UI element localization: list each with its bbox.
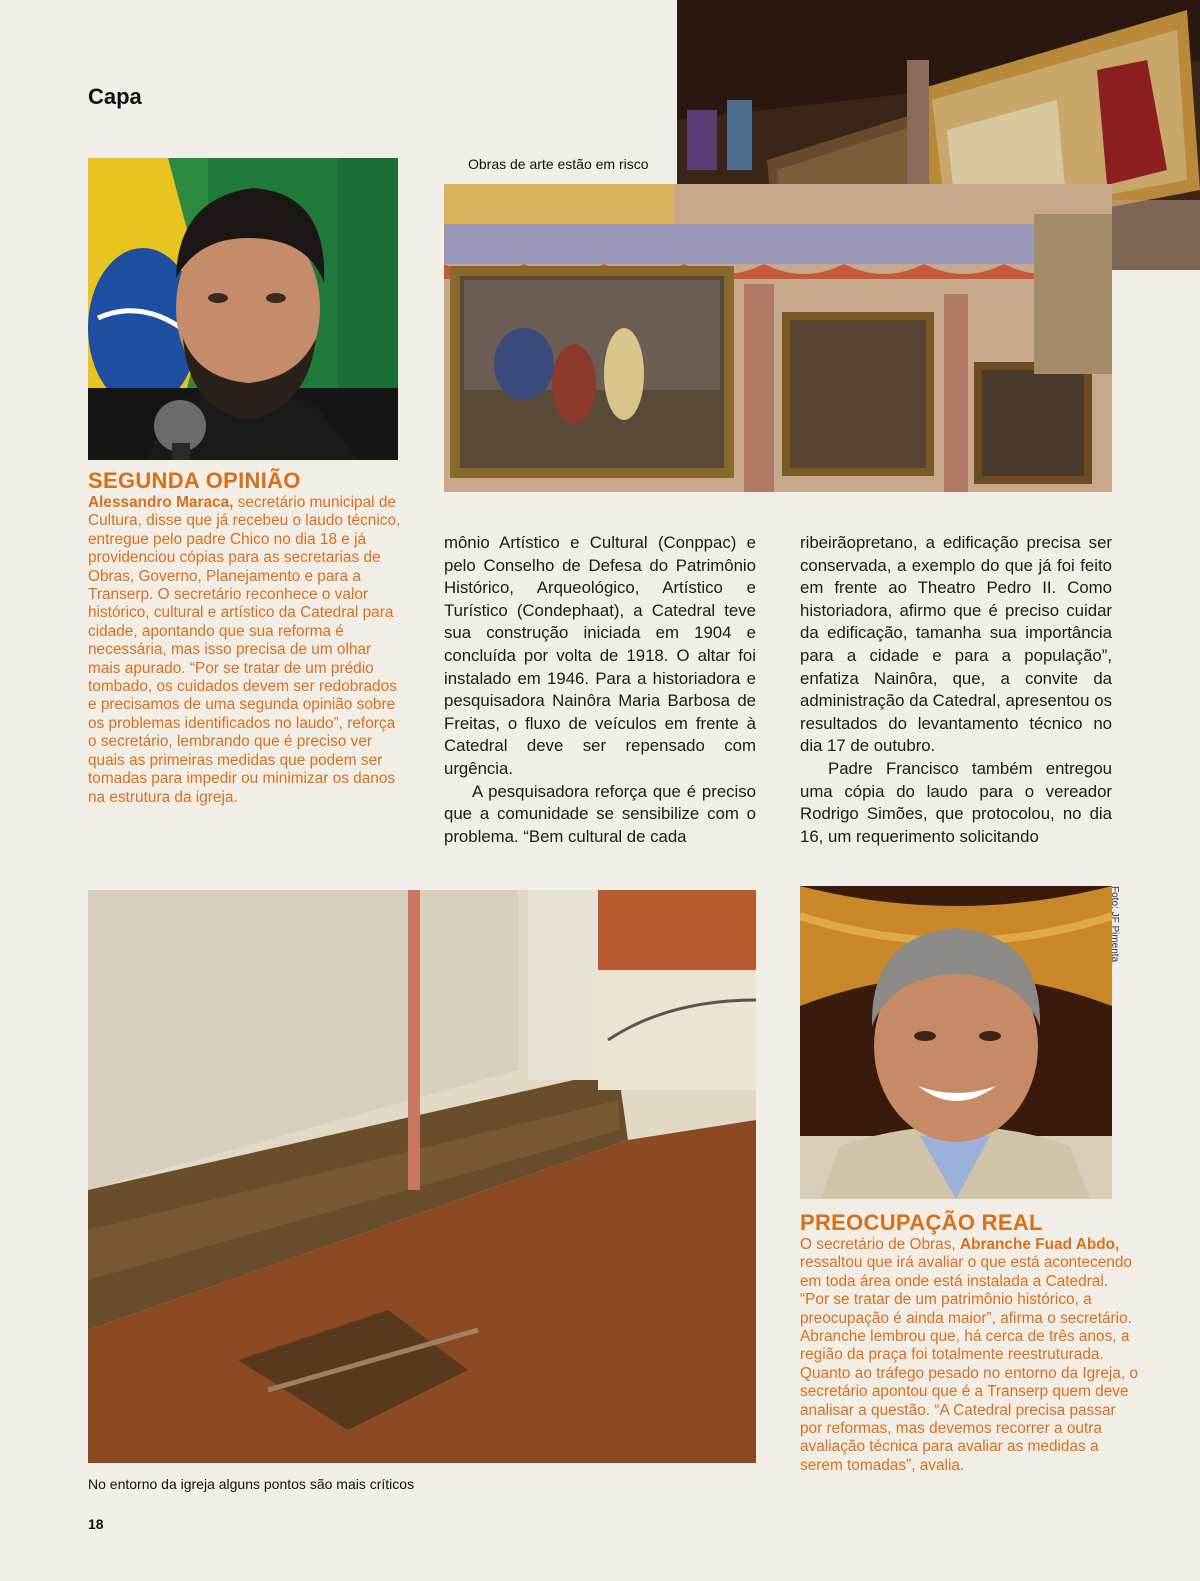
page-number: 18 [88, 1516, 104, 1532]
sidebar-body [88, 494, 406, 807]
article-paragraph: Padre Francisco também entregou uma cópia do laudo para o vereador Rodrigo Simões, que protocolou, no dia 16, um requerimento solicitando [800, 758, 1112, 846]
article-paragraph: A pesquisadora reforça que é preciso que a comunidade se sensibilize com o problema. “Bem cultural de cada [444, 781, 756, 846]
photo-credit: Foto: JF Pimenta [1109, 886, 1120, 963]
article-paragraph: ribeirãopretano, a edificação precisa ser conservada, a exemplo do que já foi feito em frente ao Theatro Pedro II. Como historiadora, afirmo que é preciso cuidar da edificação, tamanha sua importância para a cidade e para a população”, enfatiza Nainôra, que, a convite da administração da Catedral, apresentou os resultados do levantamento técnico no dia 17 de outubro. [800, 533, 1112, 756]
sidebar-title: PREOCUPAÇÃO REAL [800, 1210, 1043, 1235]
sidebar-preocupacao-real [800, 1210, 1138, 1475]
photo-cathedral-wall-paintings [444, 184, 1112, 492]
sidebar-body-text: ressaltou que irá avaliar o que está acontecendo em toda área onde está instalada a Catedral. “Por se tratar de um patrimônio histórico, a preocupação é ainda maior”, afirma o secretário. Abranche lembrou que, há cerca de três anos, a região da praça foi totalmente reestruturada. Quanto ao tráfego pesado no entorno da Igreja, o secretário apontou que é a Transerp quem deve analisar a questão. “A Catedral precisa passar por reformas, mas devemos recorrer a outra avaliação técnica para avaliar as medidas a serem tomadas”, avalia. [800, 1254, 1138, 1474]
article-column-1 [444, 532, 756, 848]
caption-surroundings: No entorno da igreja alguns pontos são mais críticos [88, 1476, 415, 1492]
sidebar-title: SEGUNDA OPINIÃO [88, 468, 301, 493]
sidebar-segunda-opiniao [88, 468, 406, 807]
sidebar-body [800, 1236, 1138, 1475]
portrait-photo-maraca [88, 158, 398, 460]
portrait-photo-abdo [800, 886, 1112, 1199]
section-label: Capa [88, 84, 142, 109]
sidebar-body-text: secretário municipal de Cultura, disse que já recebeu o laudo técnico, entregue pelo padre Chico no dia 18 e já providenciou cópias para as secretarias de Obras, Governo, Planejamento e para a Transerp. O secretário reconhece o valor histórico, cultural e artístico da Catedral para cidade, apontando que sua reforma é necessária, mas isso precisa de um olhar mais apurado. “Por se tratar de um prédio tombado, os cuidados devem ser redobrados e precisamos de uma segunda opinião sobre os problemas identificados no laudo”, reforça o secretário, lembrando que é preciso ver quais as primeiras medidas que podem ser tomadas para impedir ou minimizar os danos na estrutura da igreja. [88, 494, 401, 806]
article-paragraph: mônio Artístico e Cultural (Conppac) e pelo Conselho de Defesa do Patrimônio Histórico, Arqueológico, Artístico e Turístico (Condephaat), a Catedral teve sua construção iniciada em 1904 e concluída por volta de 1918. O altar foi instalado em 1946. Para a historiadora e pesquisadora Nainôra Maria Barbosa de Freitas, o fluxo de veículos em frente à Catedral deve ser repensado com urgência. [444, 533, 756, 778]
sidebar-person-name: Abranche Fuad Abdo, [959, 1236, 1120, 1253]
article-column-2 [800, 532, 1112, 848]
sidebar-body-intro: O secretário de Obras, [800, 1236, 960, 1253]
photo-cathedral-wall-base [88, 890, 756, 1463]
caption-artworks: Obras de arte estão em risco [468, 156, 649, 172]
sidebar-person-name: Alessandro Maraca, [88, 494, 234, 511]
